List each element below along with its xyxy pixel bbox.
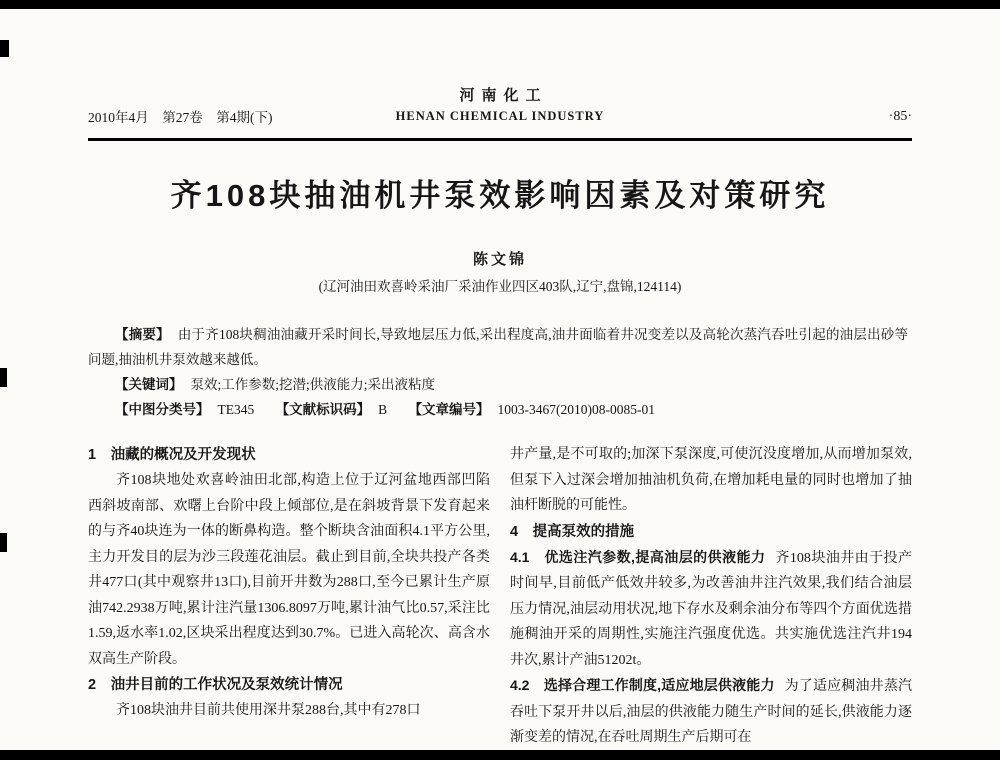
journal-issue-info: 2010年4月 第27卷 第4期(下) [88, 110, 273, 125]
clc-number [115, 402, 256, 417]
abstract-label: 【摘要】 [115, 327, 170, 342]
section-4-2-paragraph [510, 673, 912, 751]
section-2-paragraph: 齐108块油井目前共使用深井泵288台,其中有278口 [116, 703, 421, 718]
scan-artifact [0, 368, 7, 387]
section-4-2-text: 为了适应稠油井蒸汽吞吐下泵开井以后,油层的供液能力随生产时间的延长,供液能力逐渐变差的情况,在吞吐周期生产后期可在 [510, 679, 912, 745]
article-author: 陈文锦 [472, 252, 527, 268]
article-id-label: 【文章编号】 [408, 402, 490, 417]
classification-line [88, 397, 908, 422]
section-4-1-text: 齐108块油井由于投产时间早,目前低产低效井较多,为改善油井注汽效果,我们结合油层压力情况,油层动用状况,地下存水及剩余油分布等四个方面优选措施稠油开采的周期性,实施注汽强度优选。共实施优选注汽井194井次,累计产油51202t。 [510, 550, 913, 668]
page-number: ·85· [888, 109, 912, 124]
scan-artifact [0, 533, 7, 552]
article-meta-block [88, 322, 908, 422]
section-4-1-lead: 4.1 优选注汽参数,提高油层的供液能力 [510, 548, 766, 565]
clc-label: 【中图分类号】 [115, 402, 210, 417]
section-1-paragraph: 齐108块地处欢喜岭油田北部,构造上位于辽河盆地西部凹陷西斜坡南部、欢曙上台阶中段上倾部位,是在斜坡背景下发育起来的与齐40块连为一体的断鼻构造。整个断块含油面积4.1平方公里,主力开发目的层为沙三段莲花油层。截止到目前,全块共投产各类井477口(其中观察井13口),目前开井数为288口,至今已累计生产原油742.2938万吨,累计注汽量1306.8097万吨,累计油气比0.57,采注比1.59,返水率1.02,区块采出程度达到30.7%。已进入高轮次、高含水双高生产阶段。 [88, 473, 490, 667]
scan-edge-bottom [0, 750, 1000, 760]
section-2-heading: 2 油井目前的工作状况及泵效统计情况 [88, 677, 343, 693]
keywords-label: 【关键词】 [115, 377, 183, 392]
right-column [510, 442, 912, 751]
abstract [88, 322, 908, 372]
author-affiliation: (辽河油田欢喜岭采油厂采油作业四区403队,辽宁,盘锦,124114) [318, 279, 682, 294]
doc-code-label: 【文献标识码】 [275, 402, 371, 417]
keywords [88, 372, 908, 397]
keywords-text: 泵效;工作参数;挖潜;供液能力;采出液粘度 [190, 377, 436, 392]
section-4-heading: 4 提高泵效的措施 [510, 523, 635, 540]
article-id-value: 1003-3467(2010)08-0085-01 [497, 402, 655, 417]
journal-header [88, 84, 912, 130]
header-divider [88, 138, 912, 141]
clc-value: TE345 [217, 402, 255, 417]
journal-name-block [88, 84, 912, 124]
document-code [276, 402, 390, 417]
journal-name-english: HENAN CHEMICAL INDUSTRY [395, 109, 605, 123]
article-id [409, 402, 657, 417]
doc-code-value: B [378, 402, 388, 417]
article-title: 齐108块抽油机井泵效影响因素及对策研究 [170, 178, 830, 213]
section-4-2-lead: 4.2 选择合理工作制度,适应地层供液能力 [510, 677, 775, 693]
left-column [88, 442, 490, 751]
section-1-heading: 1 油藏的概况及开发现状 [88, 447, 256, 463]
article-body [88, 442, 912, 751]
scan-edge-top [0, 0, 1000, 9]
journal-name-chinese: 河南化工 [459, 88, 548, 104]
abstract-text: 由于齐108块稠油油藏开采时间长,导致地层压力低,采出程度高,油井面临着井况变差以及高轮次蒸汽吞吐引起的油层出砂等问题,抽油机井泵效越来越低。 [88, 327, 909, 367]
continued-paragraph: 井产量,是不可取的;加深下泵深度,可使沉没度增加,从而增加泵效,但泵下入过深会增加抽油机负荷,在增加耗电量的同时也增加了抽油杆断脱的可能性。 [510, 447, 912, 513]
section-4-1-paragraph [510, 545, 912, 674]
scan-artifact [0, 40, 9, 57]
